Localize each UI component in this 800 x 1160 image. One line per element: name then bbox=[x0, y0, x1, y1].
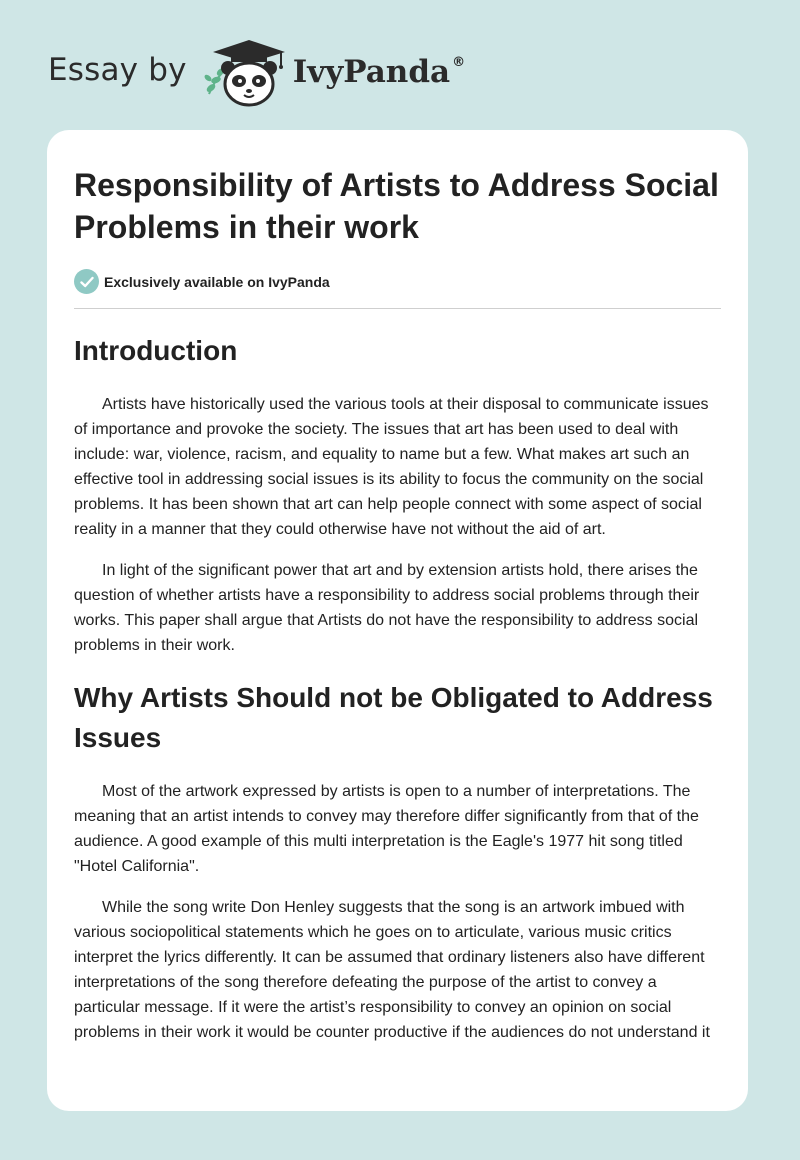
exclusive-label: Exclusively available on IvyPanda bbox=[104, 273, 330, 290]
essay-title: Responsibility of Artists to Address Social Problems in their work bbox=[74, 167, 719, 245]
section-why-artists bbox=[74, 678, 721, 1045]
panda-logo-icon[interactable] bbox=[201, 38, 287, 108]
ivypanda-wordmark[interactable]: IvyPanda bbox=[292, 54, 451, 90]
essay-by-label: Essay by bbox=[48, 52, 187, 88]
paragraph: Artists have historically used the various tools at their disposal to communicate issues of importance and provoke the society. The issues that art has been used to deal with include: war, violence, racism, and equality to name but a few. What makes art such an effective tool in addressing social issues is its ability to focus the community on the social problems. It has been shown that art can help people connect with some aspect of social reality in a manner that they could otherwise have not without the aid of art. bbox=[74, 396, 709, 538]
check-circle-icon bbox=[74, 269, 99, 294]
section-heading: Introduction bbox=[74, 335, 238, 366]
paragraph: Most of the artwork expressed by artists is open to a number of interpretations. The meaning that an artist intends to convey may therefore differ significantly from that of the audience. A good example of this multi interpretation is the Eagle's 1977 hit song titled "Hotel California". bbox=[74, 783, 699, 875]
paragraph: While the song write Don Henley suggests that the song is an artwork imbued with various sociopolitical statements which he goes on to articulate, various music critics interpret the lyrics differently. It can be assumed that ordinary listeners also have different interpretations of the song therefore defeating the purpose of the artist to convey a particular message. If it were the artist’s responsibility to convey an opinion on social problems in their work it would be counter productive if the audiences do not understand it bbox=[74, 899, 710, 1041]
exclusive-badge bbox=[74, 269, 721, 309]
registered-mark: ® bbox=[452, 54, 466, 70]
site-header bbox=[48, 38, 465, 108]
paragraph: In light of the significant power that art and by extension artists hold, there arises the question of whether artists have a responsibility to address social problems through their works. This paper shall argue that Artists do not have the responsibility to address social problems in their work. bbox=[74, 562, 700, 654]
section-heading: Why Artists Should not be Obligated to Address Issues bbox=[74, 682, 713, 753]
essay-card bbox=[47, 130, 748, 1111]
section-introduction bbox=[74, 331, 721, 658]
